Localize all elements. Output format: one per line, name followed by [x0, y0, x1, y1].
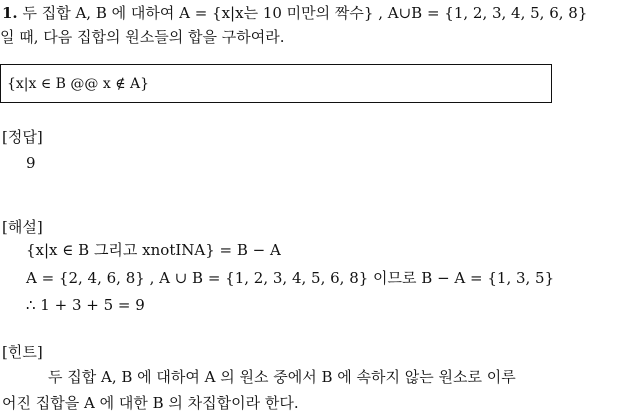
boxed-expression: {x|x ∈ B @@ x ∉ A} [7, 76, 150, 92]
hint-line-2: 어진 집합을 A 에 대한 B 의 차집합이라 한다. [2, 394, 299, 412]
hint-label: [힌트] [2, 343, 43, 361]
explanation-line-1: {x|x ∈ B 그리고 xnotINA} = B − A [26, 241, 281, 259]
problem-text-line-2: 일 때, 다음 집합의 원소들의 합을 구하여라. [0, 28, 285, 46]
problem-line-2 [0, 28, 284, 46]
explanation-label: [해설] [2, 218, 43, 236]
problem-text-line-1: 두 집합 A, B 에 대하여 A = {x|x는 10 미만의 짝수} , A∪B = {1, 2, 3, 4, 5, 6, 8} [22, 4, 588, 22]
answer-label: [정답] [2, 128, 43, 146]
problem-line-1 [2, 4, 587, 22]
answer-value: 9 [26, 154, 36, 172]
hint-line-1: 두 집합 A, B 에 대하여 A 의 원소 중에서 B 에 속하지 않는 원소로 이루 [48, 368, 516, 386]
problem-number: 1. [2, 4, 18, 22]
explanation-line-2: A = {2, 4, 6, 8} , A ∪ B = {1, 2, 3, 4, 5, 6, 8} 이므로 B − A = {1, 3, 5} [26, 269, 555, 287]
expression-box [0, 64, 552, 103]
explanation-line-3: ∴ 1 + 3 + 5 = 9 [26, 296, 145, 314]
